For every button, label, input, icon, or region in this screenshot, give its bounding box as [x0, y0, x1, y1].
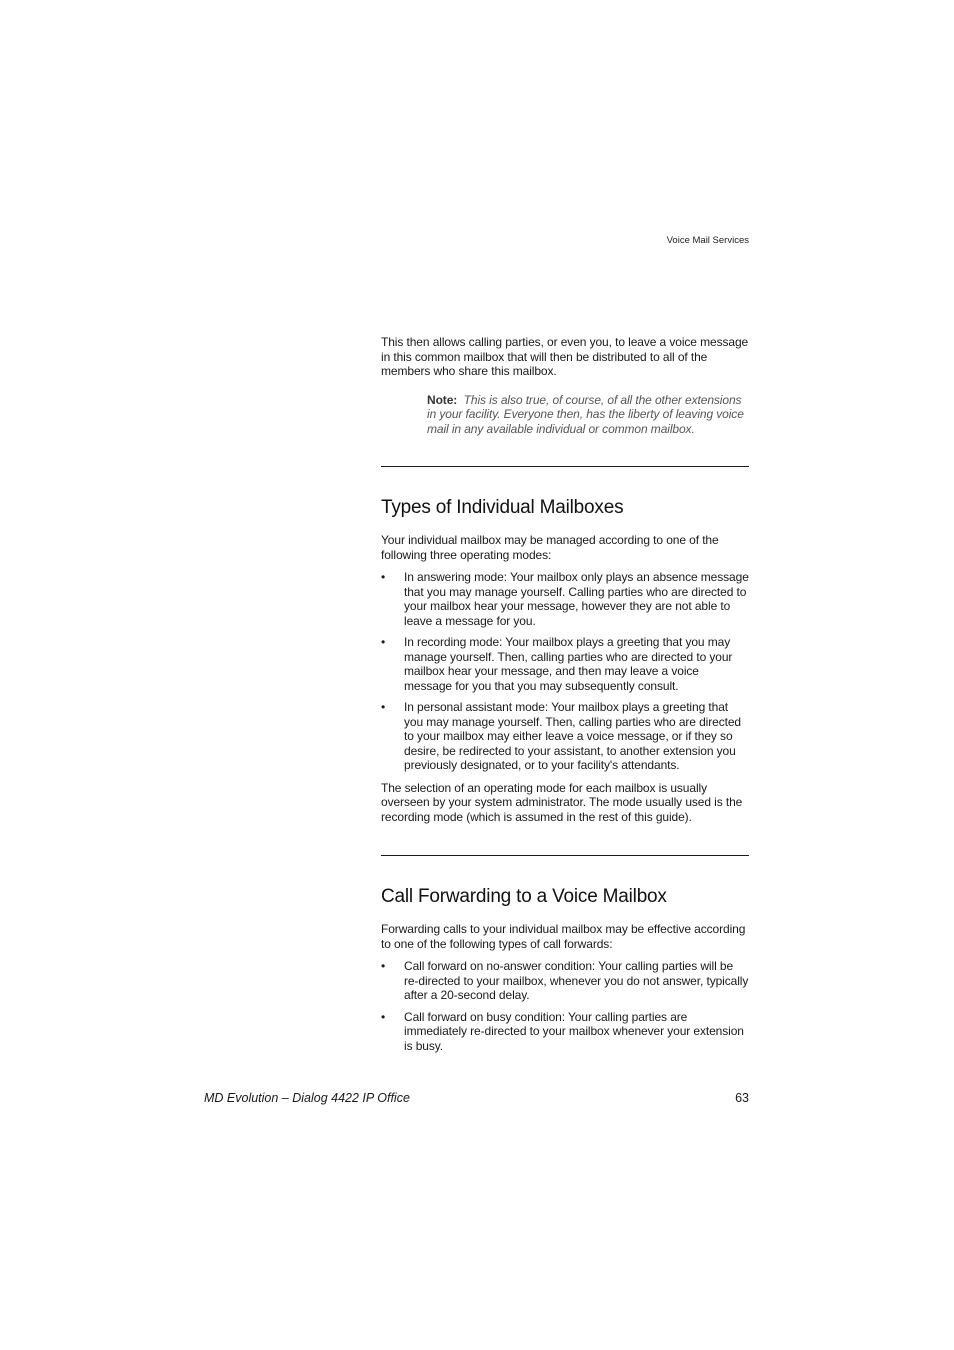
forwarding-lead-paragraph: Forwarding calls to your individual mailbox may be effective according to one of the following types of call forwards:	[381, 922, 746, 951]
section-divider	[381, 855, 749, 856]
list-item-text: Call forward on busy condition: Your calling parties are immediately re-directed to your mailbox whenever your extension is busy.	[404, 1009, 744, 1053]
section-heading-forwarding: Call Forwarding to a Voice Mailbox	[381, 886, 667, 907]
types-bullet-list	[381, 570, 749, 773]
page-content	[381, 335, 749, 1060]
footer-page-number: 63	[735, 1091, 749, 1105]
list-item-text: In personal assistant mode: Your mailbox plays a greeting that you may manage yourself. Then, calling parties who are directed to your mailbox may either leave a voice message, or if they so desire, be redirected to your assistant, to another extension you previously designated, or to your facility's attendants.	[404, 700, 741, 772]
list-item	[381, 1010, 749, 1054]
bullet-glyph: •	[381, 570, 386, 584]
list-item-text: In recording mode: Your mailbox plays a greeting that you may manage yourself. Then, calling parties who are directed to your mailbox hear your message, and then may leave a voice message for you that you may subsequently consult.	[404, 635, 733, 693]
bullet-glyph: •	[381, 959, 386, 973]
list-item	[381, 570, 749, 628]
section-heading-types: Types of Individual Mailboxes	[381, 497, 624, 518]
types-lead-paragraph: Your individual mailbox may be managed according to one of the following three operating modes:	[381, 533, 719, 562]
bullet-glyph: •	[381, 635, 386, 649]
forwarding-bullet-list	[381, 959, 749, 1053]
note-text: This is also true, of course, of all the other extensions in your facility. Everyone then, has the liberty of leaving voice mail in any available individual or common mailbox.	[427, 392, 744, 436]
note-label: Note:	[427, 392, 458, 407]
footer-document-title: MD Evolution – Dialog 4422 IP Office	[204, 1091, 410, 1105]
section-divider	[381, 466, 749, 467]
bullet-glyph: •	[381, 1009, 386, 1024]
list-item-text: Call forward on no-answer condition: Your calling parties will be re-directed to your mailbox, whenever you do not answer, typically after a 20-second delay.	[404, 959, 749, 1002]
list-item-text: In answering mode: Your mailbox only plays an absence message that you may manage yourself. Calling parties who are directed to your mailbox hear your message, however they are not able to leave a message for you.	[404, 570, 749, 628]
note-block	[427, 393, 749, 437]
list-item	[381, 959, 749, 1003]
list-item	[381, 635, 749, 693]
types-closing-paragraph: The selection of an operating mode for each mailbox is usually overseen by your system administrator. The mode usually used is the recording mode (which is assumed in the rest of this guide).	[381, 780, 743, 824]
bullet-glyph: •	[381, 700, 386, 714]
list-item	[381, 700, 749, 773]
intro-paragraph: This then allows calling parties, or even you, to leave a voice message in this common mailbox that will then be distributed to all of the members who share this mailbox.	[381, 335, 749, 378]
running-header: Voice Mail Services	[666, 235, 749, 246]
